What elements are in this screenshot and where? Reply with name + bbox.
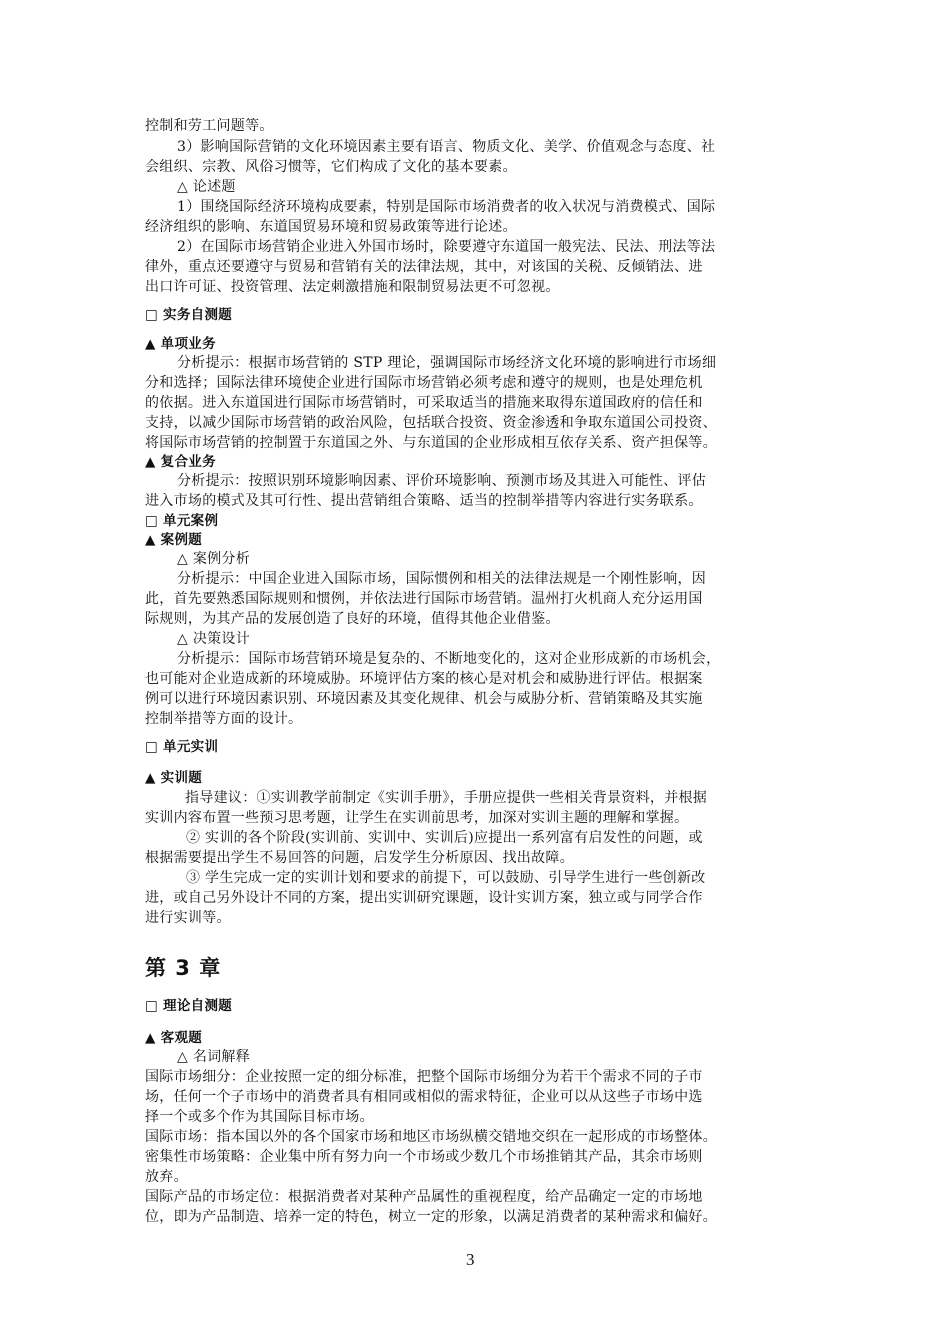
text-line: 1）围绕国际经济环境构成要素，特别是国际市场消费者的收入状况与消费模式、国际 xyxy=(177,199,716,215)
text-line: 分析提示：根据市场营销的 STP 理论，强调国际市场经济文化环境的影响进行市场细 xyxy=(177,355,717,371)
text-line: 场，任何一个子市场中的消费者具有相同或相似的需求特征，企业可以从这些子市场中选 xyxy=(145,1089,703,1105)
text-line: ② 实训的各个阶段(实训前、实训中、实训后)应提出一系列富有启发性的问题，或 xyxy=(186,830,703,846)
subheading: △ 论述题 xyxy=(177,179,236,195)
text-line: 国际市场：指本国以外的各个国家市场和地区市场纵横交错地交织在一起形成的市场整体。 xyxy=(145,1129,717,1145)
text-line: 国际产品的市场定位：根据消费者对某种产品属性的重视程度，给产品确定一定的市场地 xyxy=(145,1189,703,1205)
subheading: △ 案例分析 xyxy=(177,551,251,567)
text-line: ③ 学生完成一定的实训计划和要求的前提下，可以鼓励、引导学生进行一些创新改 xyxy=(186,870,706,886)
text-line: 分和选择；国际法律环境使企业进行国际市场营销必须考虑和遵守的规则，也是处理危机 xyxy=(145,375,703,391)
text-line: 际规则，为其产品的发展创造了良好的环境，值得其他企业借鉴。 xyxy=(145,611,560,627)
text-line: 位，即为产品制造、培养一定的特色，树立一定的形象，以满足消费者的某种需求和偏好。 xyxy=(145,1209,717,1225)
text-line: 指导建议：①实训教学前制定《实训手册》，手册应提供一些相关背景资料，并根据 xyxy=(185,790,708,806)
text-line: 国际市场细分：企业按照一定的细分标准，把整个国际市场细分为若干个需求不同的子市 xyxy=(145,1069,703,1085)
section-heading: □ 单元实训 xyxy=(145,739,219,755)
text-line: 分析提示：中国企业进入国际市场，国际惯例和相关的法律法规是一个刚性影响，因 xyxy=(177,571,707,587)
text-line: 也可能对企业造成新的环境威胁。环境评估方案的核心是对机会和威胁进行评估。根据案 xyxy=(145,671,703,687)
text-line: 会组织、宗教、风俗习惯等，它们构成了文化的基本要素。 xyxy=(145,159,517,175)
text-line: 3）影响国际营销的文化环境因素主要有语言、物质文化、美学、价值观念与态度、社 xyxy=(177,139,716,155)
section-heading: □ 理论自测题 xyxy=(145,998,233,1014)
text-line: 支持，以减少国际市场营销的政治风险，包括联合投资、资金渗透和争取东道国公司投资、 xyxy=(145,415,717,431)
text-line: 将国际市场营销的控制置于东道国之外、与东道国的企业形成相互依存关系、资产担保等。 xyxy=(145,435,717,451)
text-line: 例可以进行环境因素识别、环境因素及其变化规律、机会与威胁分析、营销策略及其实施 xyxy=(145,691,703,707)
text-line: 出口许可证、投资管理、法定刺激措施和限制贸易法更不可忽视。 xyxy=(145,279,560,295)
page-number: 3 xyxy=(466,1250,475,1269)
text-line: 密集性市场策略：企业集中所有努力向一个市场或少数几个市场推销其产品，其余市场则 xyxy=(145,1149,703,1165)
subheading: △ 名词解释 xyxy=(177,1049,251,1065)
text-line: 分析提示：国际市场营销环境是复杂的、不断地变化的，这对企业形成新的市场机会， xyxy=(177,651,721,667)
subheading: △ 决策设计 xyxy=(177,631,251,647)
text-line: 经济组织的影响、东道国贸易环境和贸易政策等进行论述。 xyxy=(145,219,517,235)
section-heading: ▲ 单项业务 xyxy=(145,336,216,352)
chapter-title: 第 3 章 xyxy=(145,956,222,980)
text-line: 律外，重点还要遵守与贸易和营销有关的法律法规，其中，对该国的关税、反倾销法、进 xyxy=(145,259,703,275)
text-line: 进，或自己另外设计不同的方案，提出实训研究课题，设计实训方案，独立或与同学合作 xyxy=(145,890,703,906)
section-heading: ▲ 复合业务 xyxy=(145,454,216,470)
text-line: 控制和劳工问题等。 xyxy=(145,118,274,134)
section-heading: ▲ 实训题 xyxy=(145,770,203,786)
text-line: 此，首先要熟悉国际规则和惯例，并依法进行国际市场营销。温州打火机商人充分运用国 xyxy=(145,591,703,607)
section-heading: ▲ 客观题 xyxy=(145,1030,203,1046)
section-heading: ▲ 案例题 xyxy=(145,532,203,548)
text-line: 进行实训等。 xyxy=(145,910,231,926)
text-line: 2）在国际市场营销企业进入外国市场时，除要遵守东道国一般宪法、民法、刑法等法 xyxy=(177,239,716,255)
text-line: 控制举措等方面的设计。 xyxy=(145,711,303,727)
section-heading: □ 单元案例 xyxy=(145,513,219,529)
section-heading: □ 实务自测题 xyxy=(145,307,233,323)
text-line: 择一个或多个作为其国际目标市场。 xyxy=(145,1109,374,1125)
text-line: 放弃。 xyxy=(145,1169,188,1185)
text-line: 实训内容布置一些预习思考题，让学生在实训前思考，加深对实训主题的理解和掌握。 xyxy=(145,810,689,826)
text-line: 分析提示：按照识别环境影响因素、评价环境影响、预测市场及其进入可能性、评估 xyxy=(177,473,707,489)
text-line: 根据需要提出学生不易回答的问题，启发学生分析原因、找出故障。 xyxy=(145,850,574,866)
text-line: 进入市场的模式及其可行性、提出营销组合策略、适当的控制举措等内容进行实务联系。 xyxy=(145,493,703,509)
text-line: 的依据。进入东道国进行国际市场营销时，可采取适当的措施来取得东道国政府的信任和 xyxy=(145,395,703,411)
